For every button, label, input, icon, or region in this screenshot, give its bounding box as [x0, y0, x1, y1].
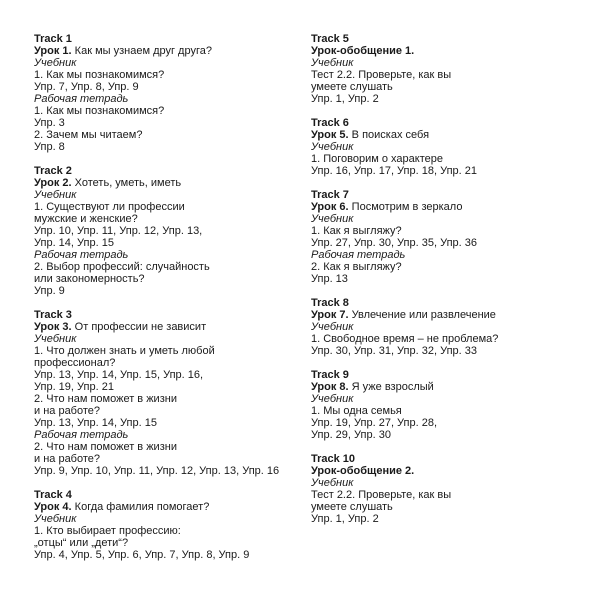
section-label: Учебник	[34, 333, 77, 345]
section-label: Рабочая тетрадь	[34, 429, 129, 441]
exercise-line: 2. Как я выгляжу?	[311, 261, 402, 273]
exercise-line: 1. Как мы познакомимся?	[34, 69, 165, 81]
track-block	[311, 297, 571, 357]
lesson-topic: Я уже взрослый	[351, 381, 434, 393]
lesson-number: Урок 2.	[34, 177, 72, 189]
lesson-topic: Когда фамилия помогает?	[74, 501, 210, 513]
exercise-line: 2. Что нам поможет в жизни	[34, 393, 177, 405]
track-title: Track 3	[34, 309, 72, 321]
lesson-heading	[311, 129, 571, 141]
lesson-number: Урок 1.	[34, 45, 72, 57]
exercise-line: умеете слушать	[311, 501, 393, 513]
section-label: Рабочая тетрадь	[34, 93, 129, 105]
exercise-line: 2. Что нам поможет в жизни	[34, 441, 177, 453]
track-title: Track 6	[311, 117, 349, 129]
lesson-heading	[311, 45, 571, 57]
exercise-line: Тест 2.2. Проверьте, как вы	[311, 489, 452, 501]
lesson-number: Урок 5.	[311, 129, 349, 141]
exercise-line: 1. Существуют ли профессии	[34, 201, 185, 213]
lesson-topic: Как мы узнаем друг друга?	[74, 45, 212, 57]
exercise-line: Упр. 16, Упр. 17, Упр. 18, Упр. 21	[311, 165, 477, 177]
track-title: Track 2	[34, 165, 72, 177]
exercise-line: „отцы“ или „дети“?	[34, 537, 129, 549]
lesson-heading	[34, 45, 294, 57]
track-block	[311, 453, 571, 525]
exercise-line: Упр. 19, Упр. 27, Упр. 28,	[311, 417, 438, 429]
track-block	[34, 33, 294, 153]
track-block	[311, 33, 571, 105]
track-block	[34, 309, 294, 477]
exercise-line: 2. Выбор профессий: случайность	[34, 261, 210, 273]
section-label: Учебник	[34, 189, 77, 201]
lesson-topic: Увлечение или развлечение	[351, 309, 496, 321]
lesson-heading	[311, 465, 571, 477]
exercise-line: Упр. 7, Упр. 8, Упр. 9	[34, 81, 139, 93]
lesson-number: Урок 6.	[311, 201, 349, 213]
section-label: Учебник	[311, 477, 354, 489]
exercise-line: Упр. 29, Упр. 30	[311, 429, 391, 441]
exercise-line: мужские и женские?	[34, 213, 138, 225]
exercise-line: Упр. 1, Упр. 2	[311, 513, 379, 525]
lesson-number: Урок 3.	[34, 321, 72, 333]
exercise-line: Упр. 1, Упр. 2	[311, 93, 379, 105]
left-column	[34, 33, 294, 573]
track-title: Track 8	[311, 297, 349, 309]
track-block	[34, 165, 294, 297]
lesson-heading	[34, 501, 294, 513]
exercise-line: Упр. 4, Упр. 5, Упр. 6, Упр. 7, Упр. 8, Упр. 9	[34, 549, 250, 561]
section-label: Учебник	[311, 57, 354, 69]
lesson-number: Урок 7.	[311, 309, 349, 321]
track-block	[311, 369, 571, 441]
track-title: Track 4	[34, 489, 72, 501]
track-title: Track 7	[311, 189, 349, 201]
exercise-line: 1. Как я выгляжу?	[311, 225, 402, 237]
exercise-line: Тест 2.2. Проверьте, как вы	[311, 69, 452, 81]
exercise-line: 1. Свободное время – не проблема?	[311, 333, 499, 345]
lesson-heading	[311, 309, 571, 321]
exercise-line: Упр. 13	[311, 273, 348, 285]
section-label: Рабочая тетрадь	[34, 249, 129, 261]
lesson-topic: Посмотрим в зеркало	[351, 201, 463, 213]
lesson-heading	[34, 177, 294, 189]
track-title: Track 10	[311, 453, 356, 465]
exercise-line: Упр. 9, Упр. 10, Упр. 11, Упр. 12, Упр. 13, Упр. 16	[34, 465, 280, 477]
lesson-number: Урок-обобщение 2.	[311, 465, 415, 477]
exercise-line: 1. Что должен знать и уметь любой	[34, 345, 215, 357]
track-title: Track 5	[311, 33, 349, 45]
exercise-line: Упр. 3	[34, 117, 65, 129]
exercise-line: Упр. 13, Упр. 14, Упр. 15	[34, 417, 157, 429]
exercise-line: Упр. 13, Упр. 14, Упр. 15, Упр. 16,	[34, 369, 204, 381]
lesson-number: Урок 4.	[34, 501, 72, 513]
exercise-line: и на работе?	[34, 405, 101, 417]
lesson-number: Урок-обобщение 1.	[311, 45, 415, 57]
track-block	[34, 489, 294, 561]
lesson-heading	[34, 321, 294, 333]
exercise-line: или закономерность?	[34, 273, 145, 285]
exercise-line: Упр. 14, Упр. 15	[34, 237, 114, 249]
section-label: Учебник	[311, 321, 354, 333]
exercise-line: профессионал?	[34, 357, 116, 369]
lesson-number: Урок 8.	[311, 381, 349, 393]
exercise-line: Упр. 27, Упр. 30, Упр. 35, Упр. 36	[311, 237, 477, 249]
exercise-line: Упр. 19, Упр. 21	[34, 381, 114, 393]
exercise-line: и на работе?	[34, 453, 101, 465]
exercise-line: Упр. 9	[34, 285, 65, 297]
exercise-line: 2. Зачем мы читаем?	[34, 129, 143, 141]
lesson-topic: Хотеть, уметь, иметь	[74, 177, 182, 189]
section-label: Рабочая тетрадь	[311, 249, 406, 261]
track-block	[311, 117, 571, 177]
track-title: Track 1	[34, 33, 72, 45]
lesson-topic: От профессии не зависит	[74, 321, 207, 333]
exercise-line: Упр. 30, Упр. 31, Упр. 32, Упр. 33	[311, 345, 477, 357]
exercise-line: 1. Кто выбирает профессию:	[34, 525, 181, 537]
lesson-heading	[311, 381, 571, 393]
exercise-line: 1. Как мы познакомимся?	[34, 105, 165, 117]
track-title: Track 9	[311, 369, 349, 381]
exercise-line: 1. Поговорим о характере	[311, 153, 443, 165]
lesson-heading	[311, 201, 571, 213]
section-label: Учебник	[311, 213, 354, 225]
exercise-line: умеете слушать	[311, 81, 393, 93]
section-label: Учебник	[311, 141, 354, 153]
exercise-line: Упр. 10, Упр. 11, Упр. 12, Упр. 13,	[34, 225, 203, 237]
track-block	[311, 189, 571, 285]
section-label: Учебник	[311, 393, 354, 405]
exercise-line: Упр. 8	[34, 141, 65, 153]
exercise-line: 1. Мы одна семья	[311, 405, 402, 417]
section-label: Учебник	[34, 513, 77, 525]
lesson-topic: В поисках себя	[351, 129, 430, 141]
section-label: Учебник	[34, 57, 77, 69]
right-column	[311, 33, 571, 537]
